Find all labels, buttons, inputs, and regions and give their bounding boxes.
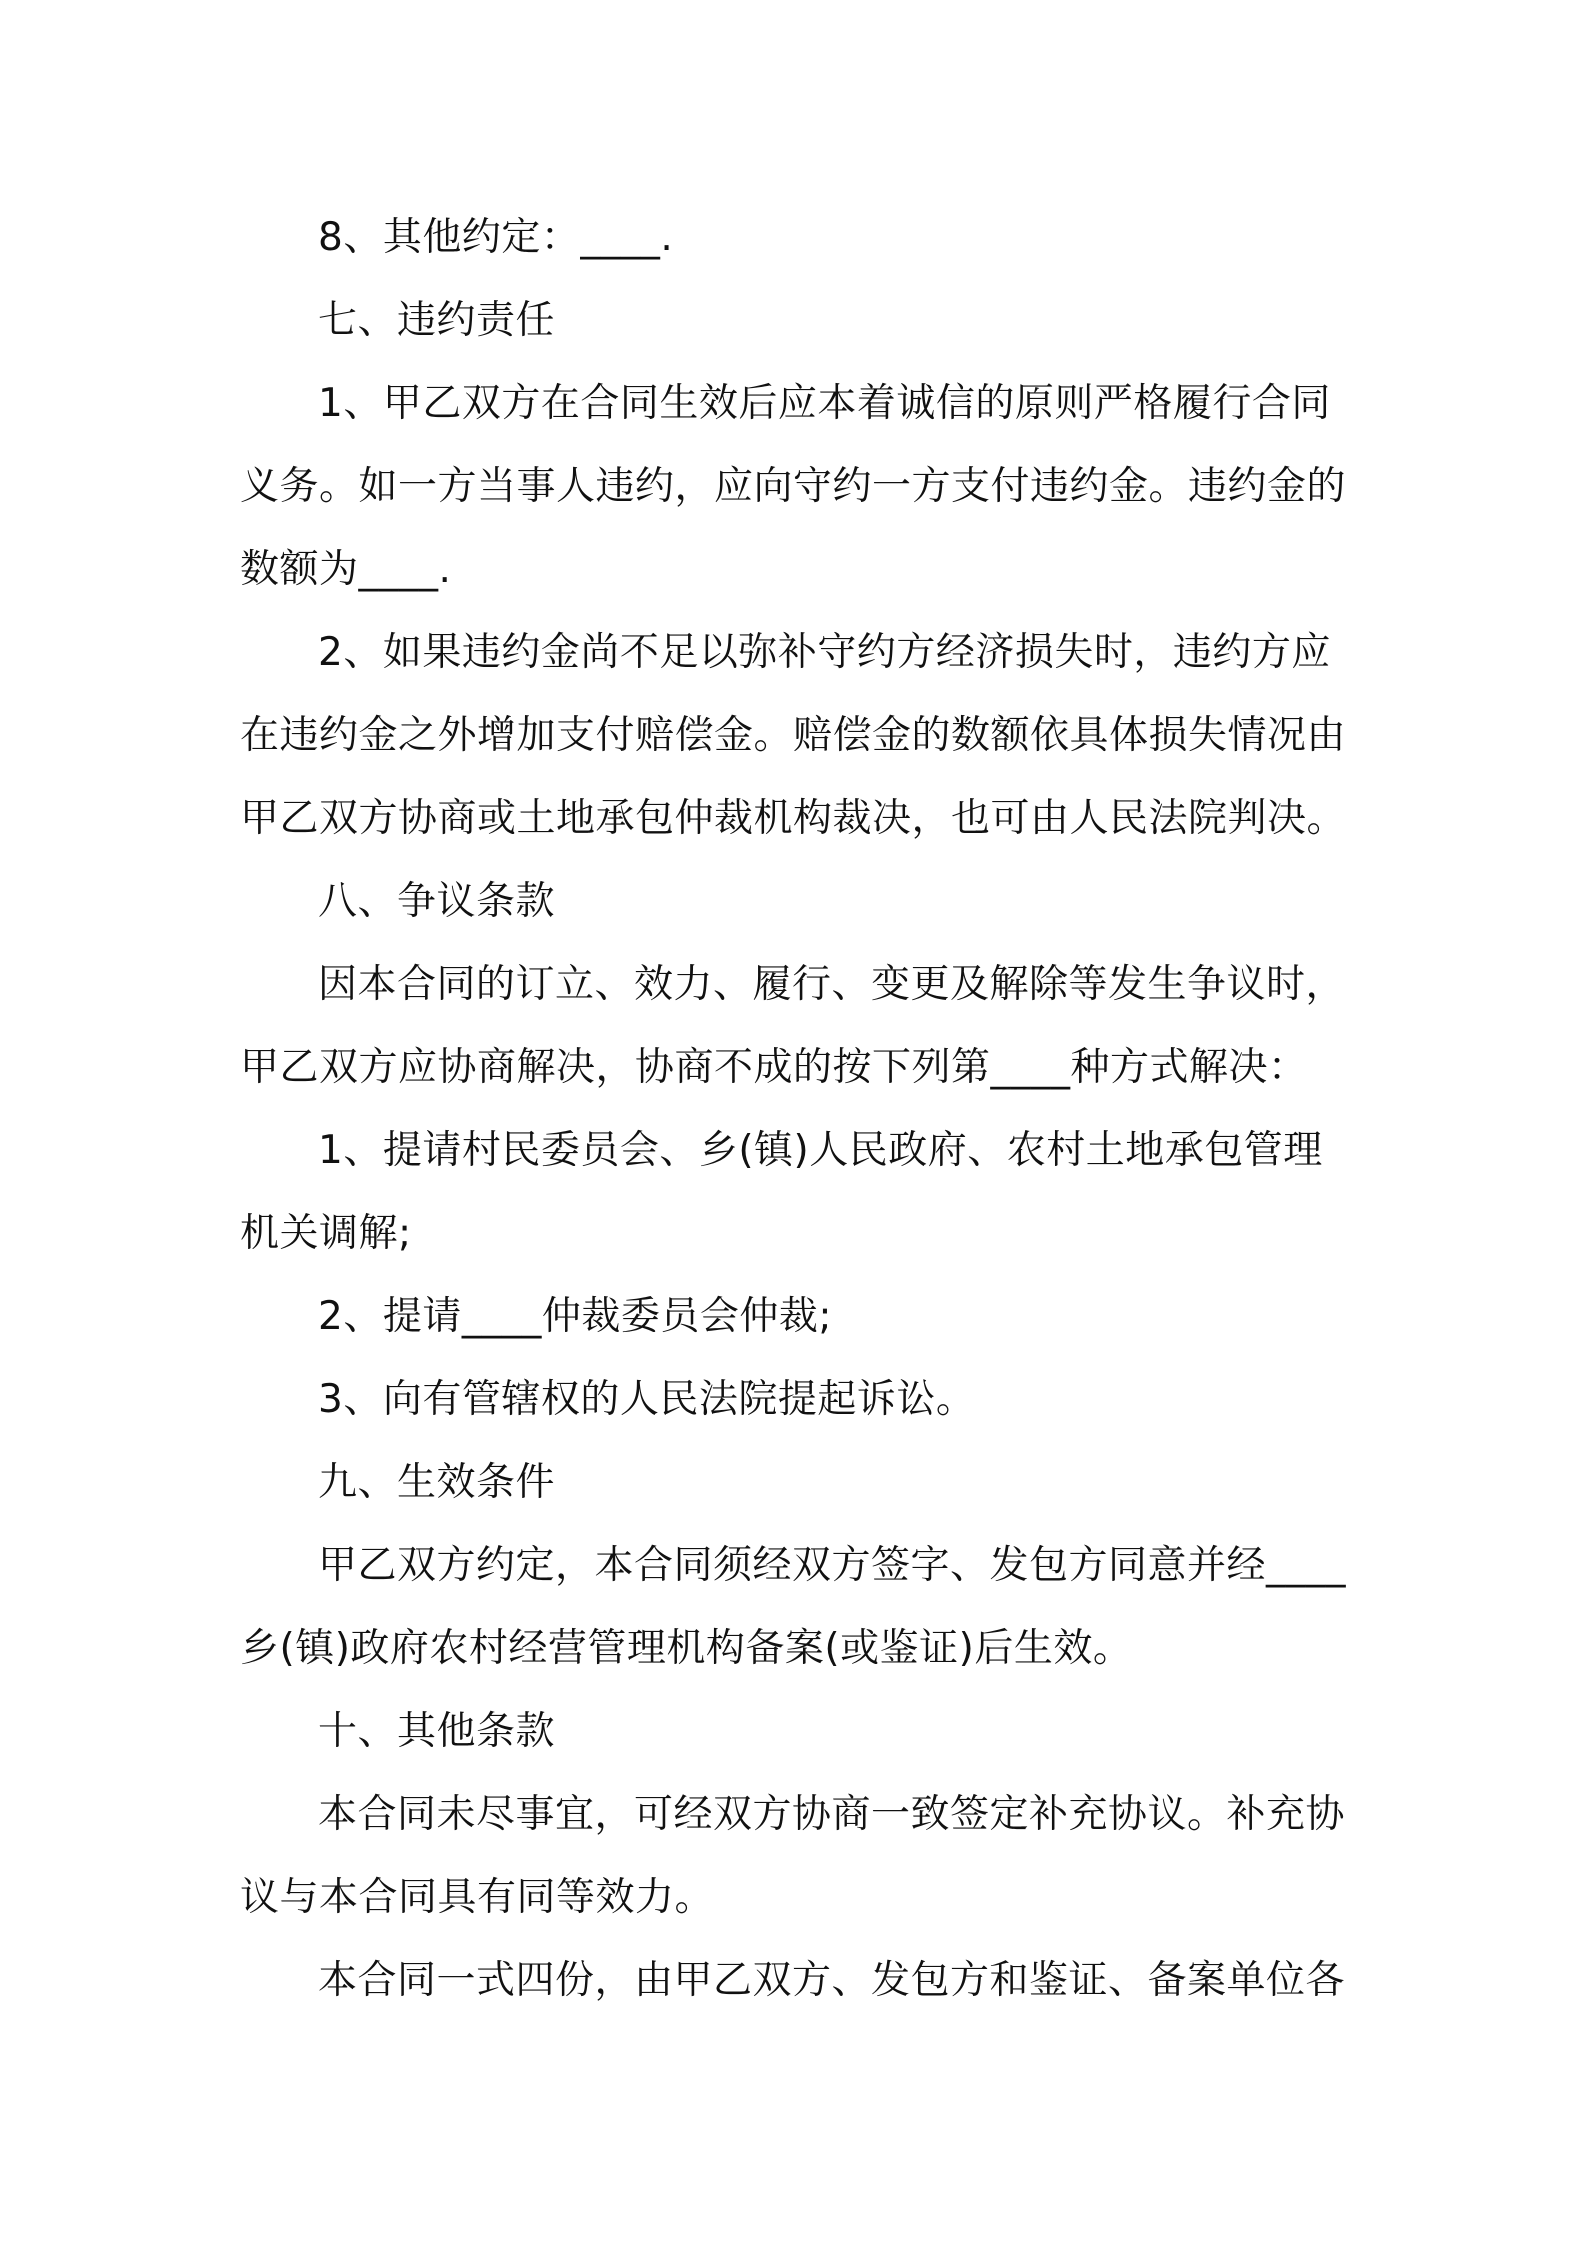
clause-other-agreement: 8、其他约定：____.: [318, 215, 674, 260]
section-heading-breach-liability: 七、违约责任: [318, 298, 556, 343]
clause-breach-penalty: 1、甲乙双方在合同生效后应本着诚信的原则严格履行合同义务。如一方当事人违约，应向守约一方支付违约金。违约金的数额为____.: [240, 381, 1347, 592]
clause-dispute-intro: 因本合同的订立、效力、履行、变更及解除等发生争议时，甲乙双方应协商解决，协商不成的按下列第____种方式解决：: [240, 962, 1346, 1090]
clause-effectiveness: 甲乙双方约定，本合同须经双方签字、发包方同意并经____乡(镇)政府农村经营管理机构备案(或鉴证)后生效。: [240, 1543, 1347, 1671]
clause-copies: 本合同一式四份，由甲乙双方、发包方和鉴证、备案单位各: [318, 1958, 1346, 2003]
clause-dispute-mediation: 1、提请村民委员会、乡(镇)人民政府、农村土地承包管理机关调解;: [240, 1128, 1323, 1256]
clause-dispute-arbitration: 2、提请____仲裁委员会仲裁;: [318, 1294, 832, 1339]
section-heading-effectiveness: 九、生效条件: [318, 1460, 556, 1505]
section-heading-other-terms: 十、其他条款: [318, 1709, 556, 1754]
document-body: [240, 196, 1350, 2022]
clause-breach-compensation: 2、如果违约金尚不足以弥补守约方经济损失时，违约方应在违约金之外增加支付赔偿金。赔偿金的数额依具体损失情况由甲乙双方协商或土地承包仲裁机构裁决，也可由人民法院判决。: [240, 630, 1347, 841]
clause-dispute-litigation: 3、向有管辖权的人民法院提起诉讼。: [318, 1377, 976, 1422]
section-heading-dispute: 八、争议条款: [318, 879, 556, 924]
clause-supplementary-agreement: 本合同未尽事宜，可经双方协商一致签定补充协议。补充协议与本合同具有同等效力。: [240, 1792, 1346, 1920]
